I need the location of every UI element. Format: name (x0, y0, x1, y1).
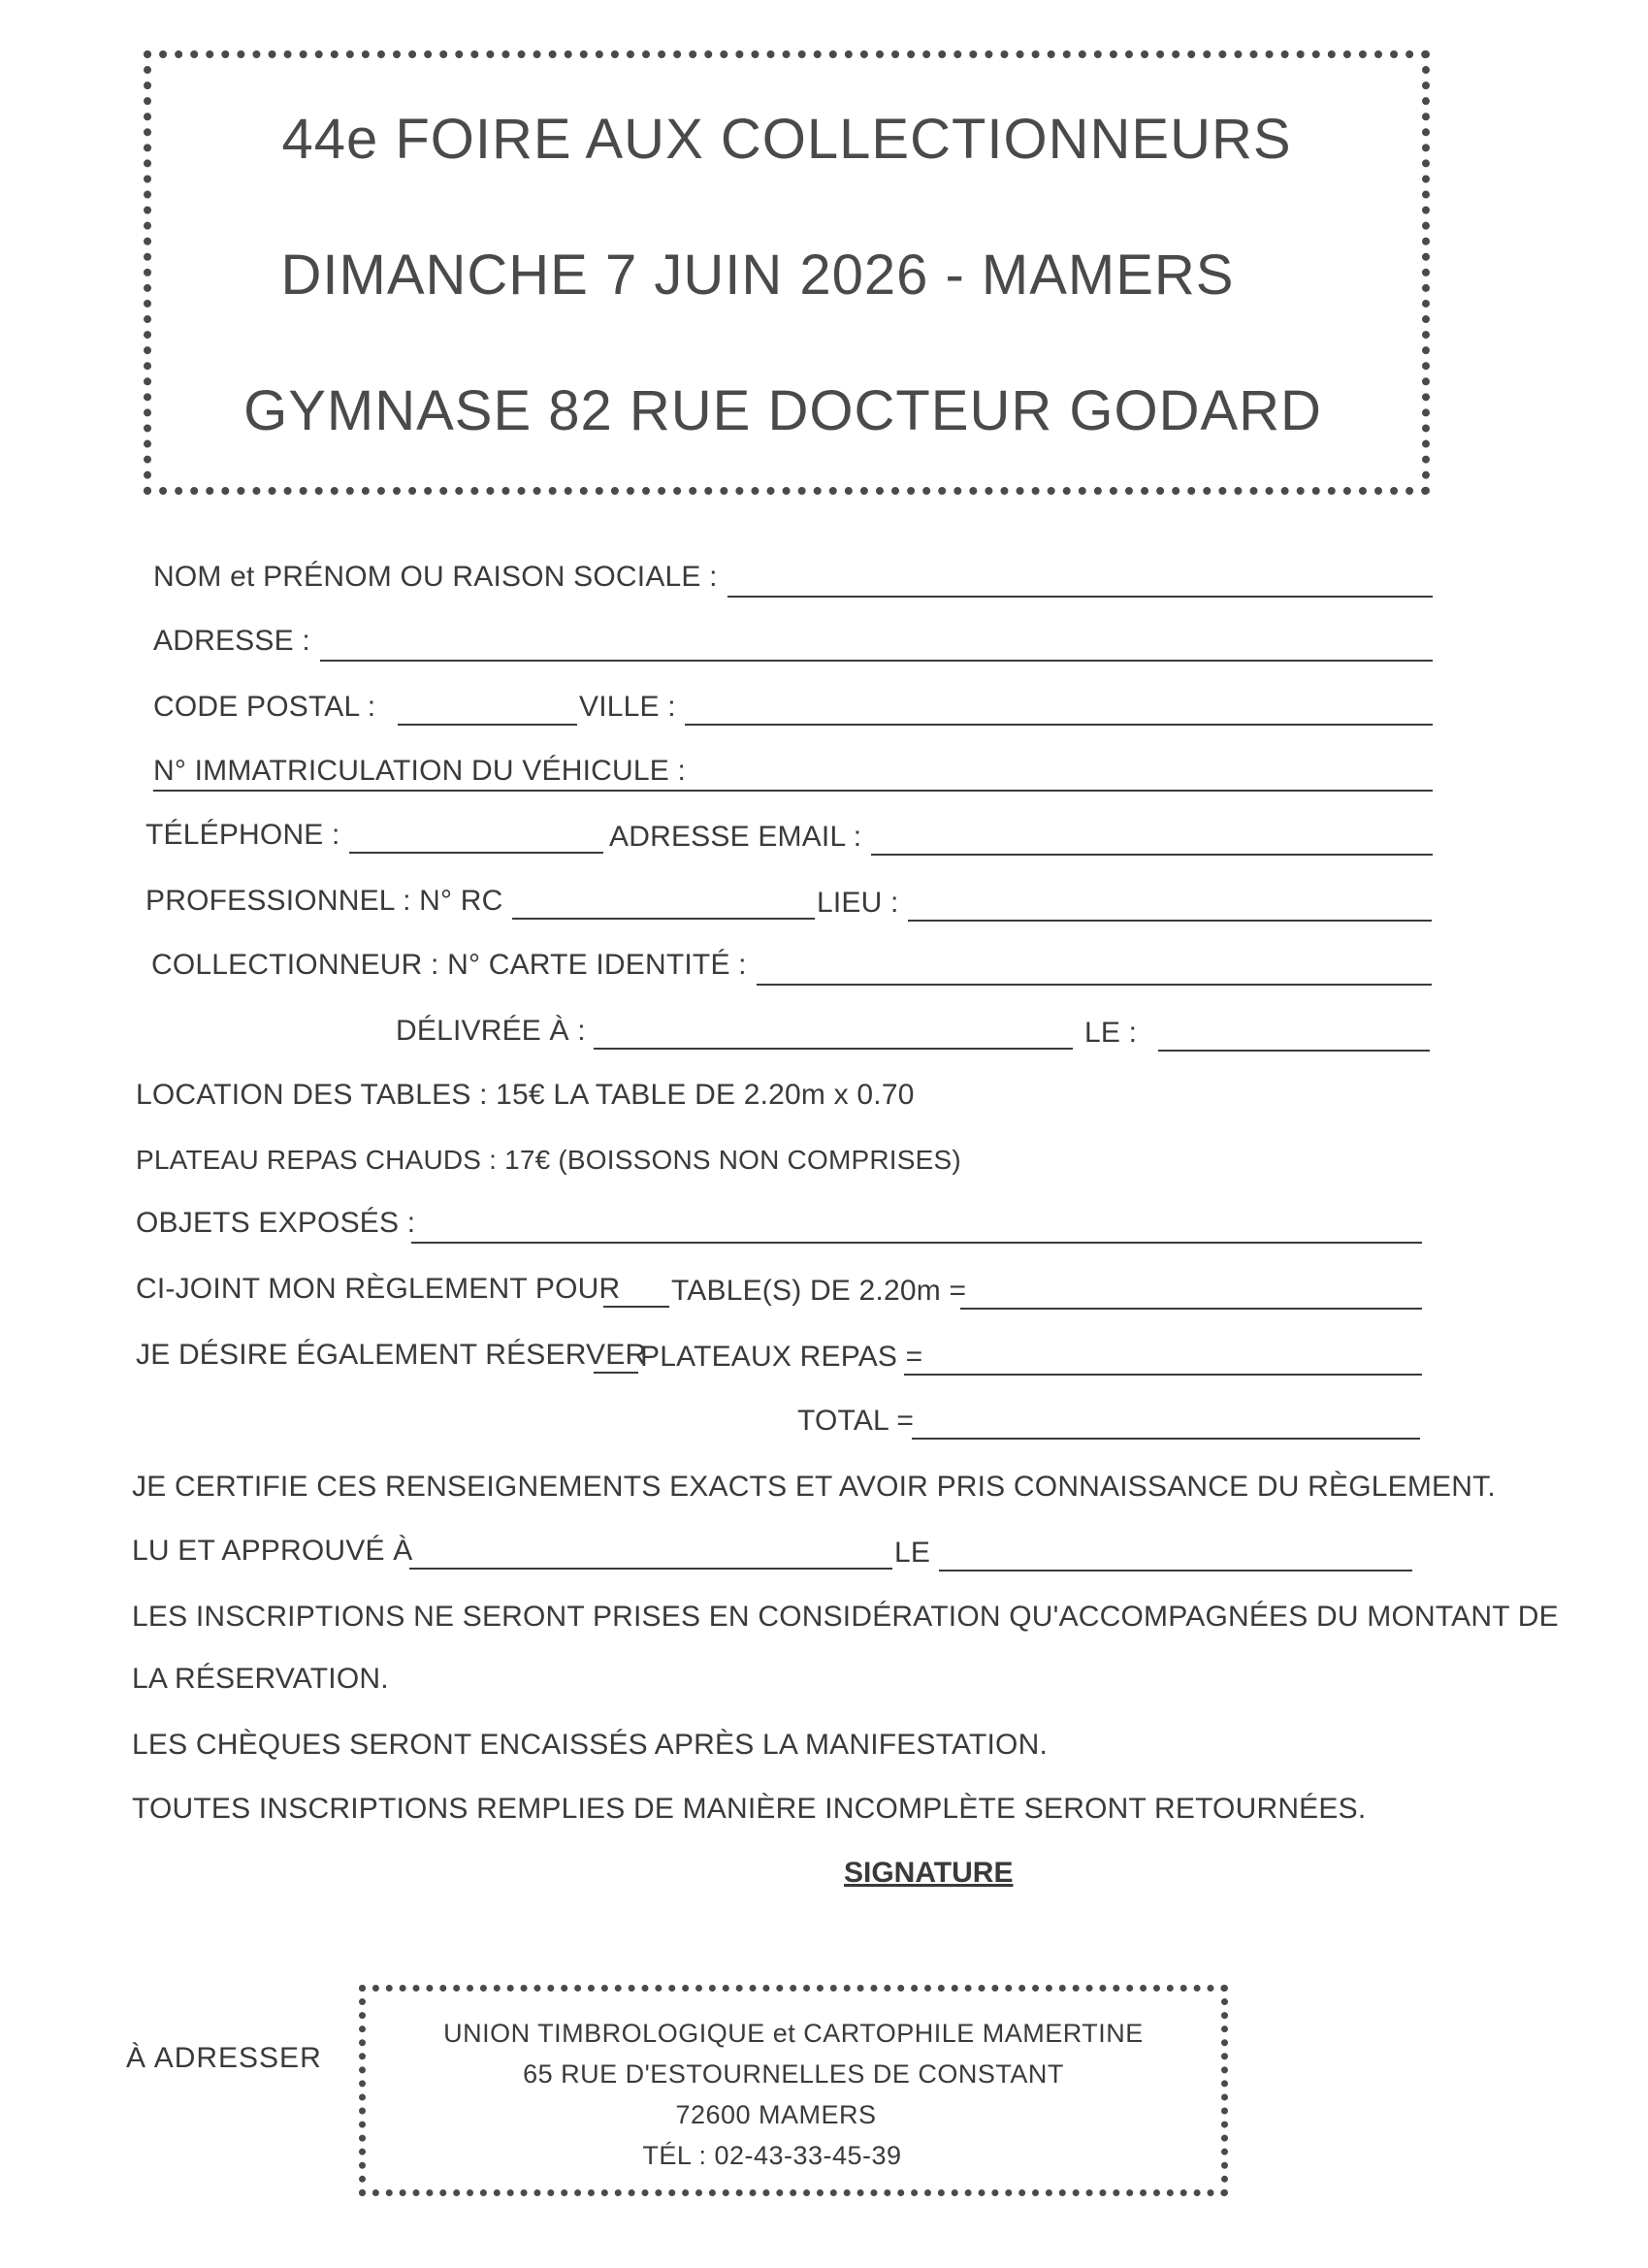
label-reserver: JE DÉSIRE ÉGALEMENT RÉSERVER (136, 1339, 647, 1371)
label-delivree: DÉLIVRÉE À : (396, 1015, 586, 1047)
label-lu-approuve: LU ET APPROUVÉ À (132, 1535, 413, 1567)
label-email: ADRESSE EMAIL : (609, 821, 862, 853)
notice-2: LA RÉSERVATION. (132, 1663, 389, 1695)
label-total: TOTAL = (797, 1405, 915, 1437)
address-city: 72600 MAMERS (675, 2100, 877, 2129)
label-le-signature: LE (894, 1537, 931, 1569)
field-carte-identite[interactable] (757, 984, 1432, 986)
label-immatriculation: N° IMMATRICULATION DU VÉHICULE : (153, 755, 686, 787)
notice-3: LES CHÈQUES SERONT ENCAISSÉS APRÈS LA MANIFESTATION. (132, 1729, 1048, 1761)
label-lieu: LIEU : (817, 887, 899, 919)
label-nom: NOM et PRÉNOM OU RAISON SOCIALE : (153, 561, 718, 593)
label-professionnel: PROFESSIONNEL : N° RC (145, 885, 503, 917)
field-email[interactable] (871, 854, 1433, 856)
send-to-label: À ADRESSER (126, 2042, 322, 2074)
signature-label: SIGNATURE (844, 1857, 1014, 1889)
field-immatriculation[interactable] (153, 790, 1433, 792)
field-montant-tables[interactable] (960, 1308, 1422, 1310)
header-box (144, 50, 1430, 495)
label-collectionneur: COLLECTIONNEUR : N° CARTE IDENTITÉ : (151, 949, 747, 981)
label-code-postal: CODE POSTAL : (153, 691, 376, 723)
field-lieu[interactable] (908, 920, 1432, 922)
field-montant-plateaux[interactable] (904, 1374, 1422, 1376)
notice-1: LES INSCRIPTIONS NE SERONT PRISES EN CONSIDÉRATION QU'ACCOMPAGNÉES DU MONTANT DE (132, 1601, 1559, 1633)
field-telephone[interactable] (349, 852, 603, 854)
label-telephone: TÉLÉPHONE : (145, 819, 340, 851)
field-nb-plateaux[interactable] (594, 1372, 638, 1374)
label-le: LE : (1084, 1017, 1138, 1049)
address-box (359, 1985, 1228, 2196)
address-phone: TÉL : 02-43-33-45-39 (642, 2141, 902, 2170)
field-delivree[interactable] (594, 1048, 1073, 1050)
label-ville: VILLE : (579, 691, 676, 723)
notice-4: TOUTES INSCRIPTIONS REMPLIES DE MANIÈRE INCOMPLÈTE SERONT RETOURNÉES. (132, 1793, 1367, 1825)
label-reglement: CI-JOINT MON RÈGLEMENT POUR (136, 1273, 621, 1305)
field-adresse[interactable] (320, 660, 1433, 662)
field-nb-tables[interactable] (603, 1306, 669, 1308)
plateau-info: PLATEAU REPAS CHAUDS : 17€ (BOISSONS NON COMPRISES) (136, 1145, 961, 1175)
label-objets: OBJETS EXPOSÉS : (136, 1207, 416, 1239)
field-rc[interactable] (512, 918, 815, 920)
label-adresse: ADRESSE : (153, 625, 310, 657)
field-code-postal[interactable] (398, 724, 577, 726)
event-date: DIMANCHE 7 JUIN 2026 - MAMERS (280, 243, 1235, 307)
field-objets[interactable] (411, 1242, 1422, 1244)
label-plateaux: PLATEAUX REPAS = (640, 1341, 923, 1373)
field-date-signature[interactable] (939, 1570, 1412, 1571)
field-total[interactable] (912, 1438, 1420, 1440)
label-tables: TABLE(S) DE 2.20m = (671, 1275, 967, 1307)
field-nom[interactable] (727, 596, 1433, 598)
event-title: 44e FOIRE AUX COLLECTIONNEURS (281, 108, 1292, 171)
address-org: UNION TIMBROLOGIQUE et CARTOPHILE MAMERTINE (443, 2019, 1144, 2048)
field-lieu-signature[interactable] (409, 1568, 892, 1570)
event-venue: GYMNASE 82 RUE DOCTEUR GODARD (243, 379, 1322, 442)
address-street: 65 RUE D'ESTOURNELLES DE CONSTANT (523, 2059, 1064, 2089)
certification: JE CERTIFIE CES RENSEIGNEMENTS EXACTS ET AVOIR PRIS CONNAISSANCE DU RÈGLEMENT. (132, 1471, 1496, 1503)
field-ville[interactable] (685, 724, 1433, 726)
field-le[interactable] (1158, 1050, 1430, 1052)
location-info: LOCATION DES TABLES : 15€ LA TABLE DE 2.20m x 0.70 (136, 1079, 915, 1111)
